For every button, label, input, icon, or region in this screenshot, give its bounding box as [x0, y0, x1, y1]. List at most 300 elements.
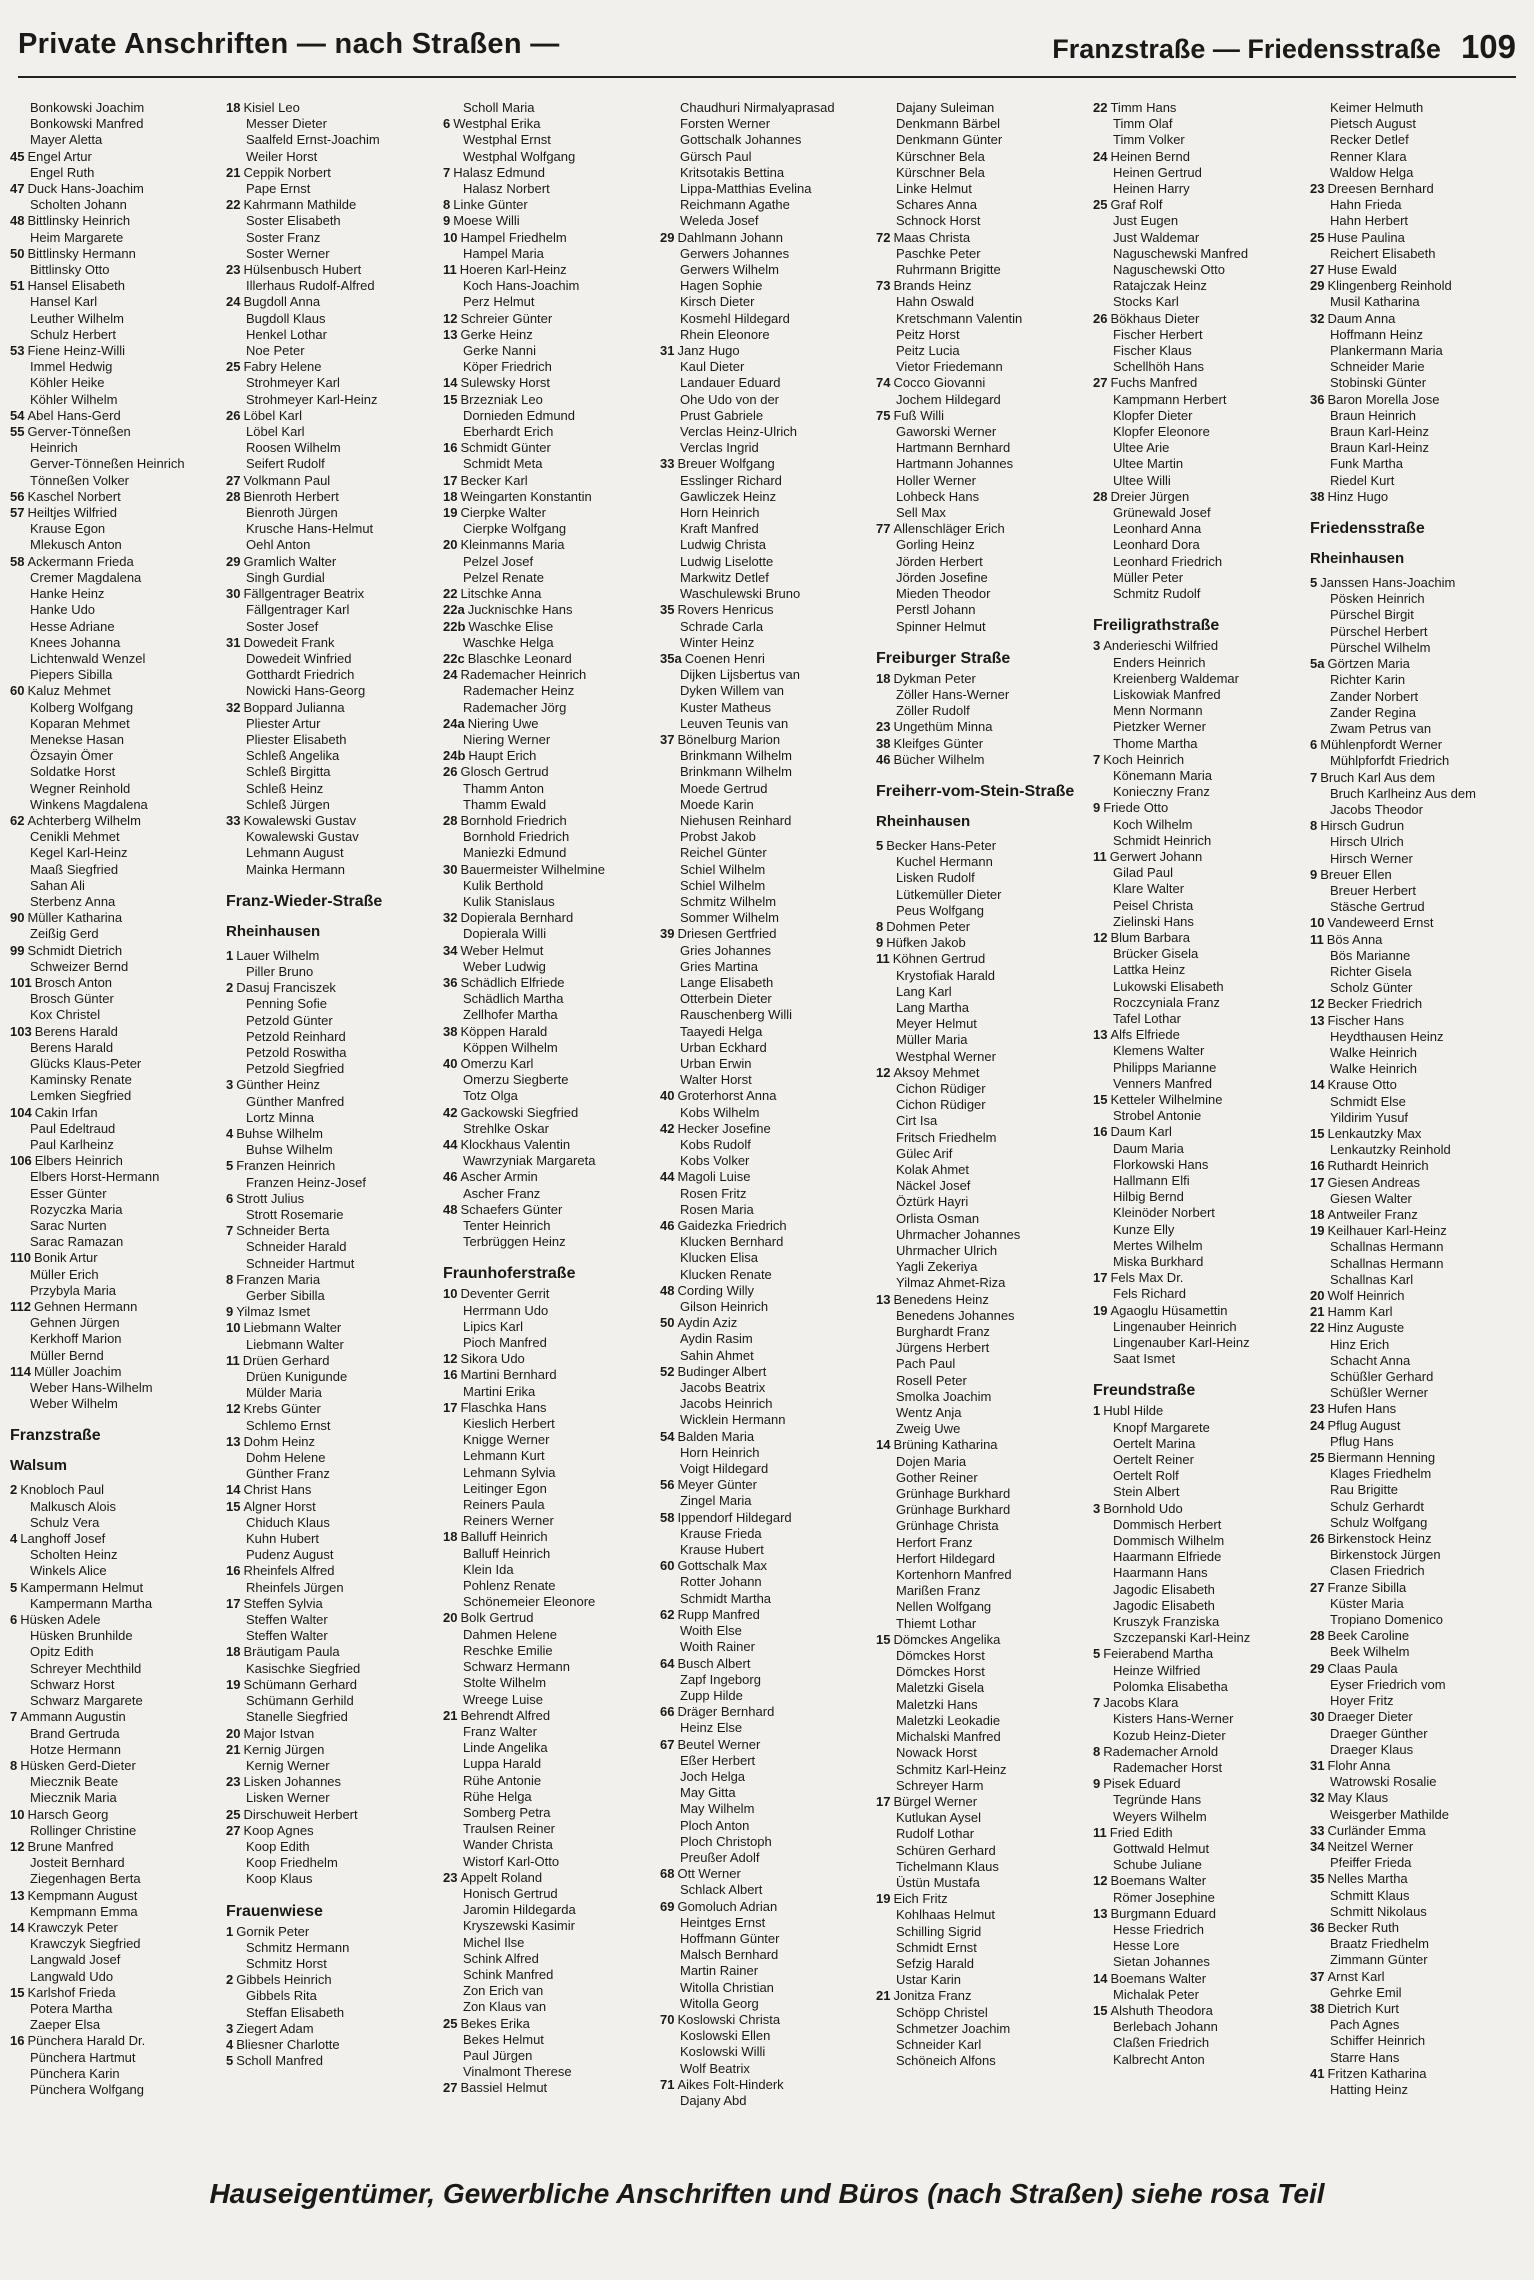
resident-name: Dahlmann Johann: [677, 229, 783, 245]
resident-name: Schmitz Horst: [246, 1955, 327, 1971]
house-number: 6: [10, 1612, 18, 1628]
resident-name: Meyer Helmut: [896, 1016, 977, 1032]
resident-entry: [876, 1356, 1088, 1372]
house-number: 16: [1093, 1124, 1108, 1140]
resident-name: Grünewald Josef: [1113, 505, 1211, 521]
resident-name: Polomka Elisabetha: [1113, 1678, 1228, 1694]
house-number: 12: [443, 1351, 458, 1367]
house-number: 3: [226, 1077, 234, 1093]
resident-entry: [1310, 246, 1522, 262]
resident-name: Braun Karl-Heinz: [1330, 424, 1429, 440]
resident-name: Dornieden Edmund: [463, 407, 576, 423]
resident-entry: [10, 230, 222, 246]
resident-name: Richter Karin: [1330, 672, 1406, 688]
resident-name: Steffen Walter: [246, 1628, 328, 1644]
house-number: 56: [10, 488, 25, 504]
resident-name: Schwarz Hermann: [463, 1659, 570, 1675]
resident-entry: [226, 262, 438, 278]
resident-name: Bökhaus Dieter: [1110, 310, 1200, 326]
resident-name: Landauer Eduard: [680, 375, 781, 391]
resident-name: Bliesner Charlotte: [236, 2036, 340, 2052]
resident-name: Hagen Sophie: [680, 278, 763, 294]
resident-name: Schneider Karl: [896, 2036, 982, 2052]
resident-name: Strobel Antonie: [1113, 1108, 1202, 1124]
resident-name: Uhrmacher Ulrich: [896, 1243, 998, 1258]
resident-entry: [443, 862, 655, 878]
resident-name: Reiners Werner: [463, 1513, 554, 1529]
resident-entry: [1093, 638, 1305, 654]
resident-entry: [660, 1963, 872, 1979]
resident-name: Özsayin Ömer: [30, 748, 114, 764]
resident-entry: [876, 1178, 1088, 1194]
resident-name: Kryszewski Kasimir: [463, 1918, 575, 1934]
resident-entry: [1310, 1936, 1522, 1952]
resident-name: Janz Hugo: [677, 343, 740, 359]
resident-name: Miecznik Beate: [30, 1774, 119, 1790]
resident-entry: [10, 683, 222, 699]
resident-entry: [226, 716, 438, 732]
resident-entry: [1310, 1013, 1522, 1029]
resident-entry: [1093, 359, 1305, 375]
resident-entry: [660, 1477, 872, 1493]
house-number: 99: [10, 942, 25, 958]
resident-entry: [876, 951, 1088, 967]
resident-name: Schüßler Gerhard: [1330, 1369, 1434, 1385]
resident-name: Draeger Klaus: [1330, 1741, 1414, 1757]
resident-name: Bolk Gertrud: [460, 1610, 534, 1626]
resident-name: Bittlinsky Hermann: [27, 245, 136, 261]
resident-name: Gries Johannes: [680, 942, 772, 958]
resident-name: Liskowiak Manfred: [1113, 686, 1221, 702]
resident-entry: [443, 537, 655, 553]
resident-entry: [660, 943, 872, 959]
resident-entry: [1310, 456, 1522, 472]
resident-entry: [443, 1643, 655, 1659]
resident-name: Schlack Albert: [680, 1882, 763, 1898]
house-number: 30: [1310, 1709, 1325, 1725]
resident-entry: [10, 537, 222, 553]
house-number: 90: [10, 910, 25, 926]
resident-entry: [226, 635, 438, 651]
resident-name: Zöller Rudolf: [896, 703, 970, 719]
resident-entry: [1310, 1450, 1522, 1466]
resident-entry: [443, 781, 655, 797]
resident-name: Franzen Maria: [236, 1271, 321, 1287]
resident-name: Brinkmann Wilhelm: [680, 764, 792, 780]
resident-name: Rudolf Lothar: [896, 1826, 975, 1842]
resident-entry: [10, 375, 222, 391]
resident-entry: [1093, 1614, 1305, 1630]
house-number: 13: [876, 1291, 891, 1307]
resident-entry: [226, 100, 438, 116]
resident-name: Achterberg Wilhelm: [27, 812, 141, 828]
resident-name: Pürschel Herbert: [1330, 623, 1428, 639]
resident-entry: [660, 1493, 872, 1509]
resident-name: Fischer Klaus: [1113, 343, 1192, 359]
footer-note: Hauseigentümer, Gewerbliche Anschriften und Büros (nach Straßen) siehe rosa Teil: [209, 2178, 1325, 2209]
resident-name: Hotze Hermann: [30, 1741, 122, 1757]
resident-entry: [1310, 1969, 1522, 1985]
resident-entry: [660, 991, 872, 1007]
resident-name: Oertelt Marina: [1113, 1435, 1196, 1451]
resident-name: Timm Volker: [1113, 132, 1185, 148]
resident-name: Bekes Erika: [460, 2015, 530, 2031]
resident-entry: [876, 1373, 1088, 1389]
resident-entry: [1093, 1238, 1305, 1254]
resident-name: Blum Barbara: [1110, 929, 1190, 945]
resident-name: Brüning Katharina: [893, 1437, 998, 1453]
resident-entry: [443, 554, 655, 570]
resident-entry: [443, 375, 655, 391]
resident-name: Gornik Peter: [236, 1923, 310, 1939]
resident-entry: [1093, 1108, 1305, 1124]
house-number: 70: [660, 2011, 675, 2027]
resident-entry: [1093, 979, 1305, 995]
house-number: 18: [226, 100, 241, 115]
resident-name: Lenkautzky Max: [1327, 1125, 1422, 1141]
resident-entry: [1093, 1092, 1305, 1108]
house-number: 25: [226, 1806, 241, 1822]
street-heading: Fraunhoferstraße: [443, 1265, 576, 1283]
resident-entry: [1310, 1239, 1522, 1255]
resident-name: Gilad Paul: [1113, 865, 1173, 881]
resident-name: Aksoy Mehmet: [893, 1064, 980, 1080]
house-number: 53: [10, 343, 25, 359]
resident-entry: [10, 149, 222, 165]
resident-entry: [10, 991, 222, 1007]
resident-name: Klucken Renate: [680, 1266, 772, 1282]
resident-entry: [876, 1567, 1088, 1583]
resident-entry: [10, 813, 222, 829]
resident-entry: [876, 424, 1088, 440]
resident-name: Gotthardt Friedrich: [246, 667, 355, 683]
resident-name: Weber Ludwig: [463, 958, 546, 974]
resident-name: Öztürk Hayri: [896, 1194, 969, 1210]
resident-name: Schmidt Meta: [463, 456, 543, 472]
resident-entry: [10, 1547, 222, 1563]
resident-name: Kosmehl Hildegard: [680, 310, 790, 326]
house-number: 23: [876, 719, 891, 735]
resident-entry: [660, 1169, 872, 1185]
resident-name: Dykman Peter: [893, 670, 976, 686]
resident-name: Wentz Anja: [896, 1405, 962, 1421]
resident-name: Reichmann Agathe: [680, 197, 790, 213]
resident-entry: [876, 1762, 1088, 1778]
resident-name: Noe Peter: [246, 343, 305, 359]
resident-name: Hansel Karl: [30, 294, 98, 310]
resident-entry: [443, 440, 655, 456]
resident-name: Buhse Wilhelm: [236, 1125, 323, 1141]
resident-entry: [876, 1162, 1088, 1178]
resident-entry: [1310, 1612, 1522, 1628]
resident-name: Driesen Gertfried: [677, 926, 777, 942]
resident-entry: [660, 732, 872, 748]
resident-name: Krause Otto: [1327, 1077, 1397, 1093]
resident-name: Daum Karl: [1110, 1124, 1172, 1140]
resident-name: Hirsch Ulrich: [1330, 834, 1404, 850]
resident-entry: [226, 1855, 438, 1871]
resident-entry: [226, 619, 438, 635]
resident-entry: [10, 1137, 222, 1153]
resident-name: Zeißig Gerd: [30, 926, 99, 942]
resident-entry: [226, 1223, 438, 1239]
resident-name: Schwarz Margarete: [30, 1693, 143, 1709]
resident-entry: [226, 327, 438, 343]
resident-entry: [876, 1535, 1088, 1551]
house-number: 72: [876, 229, 891, 245]
header-title: Private Anschriften — nach Straßen —: [18, 28, 560, 60]
resident-entry: [1310, 656, 1522, 672]
resident-entry: [443, 165, 655, 181]
resident-entry: [876, 1421, 1088, 1437]
resident-entry: [660, 1656, 872, 1672]
resident-entry: [660, 246, 872, 262]
house-number: 20: [226, 1725, 241, 1741]
resident-entry: [1310, 116, 1522, 132]
house-number: 11: [226, 1352, 240, 1368]
resident-name: Budinger Albert: [677, 1363, 767, 1379]
resident-name: Wistorf Karl-Otto: [463, 1853, 560, 1869]
resident-name: Omerzu Siegberte: [463, 1072, 569, 1088]
resident-entry: [1093, 784, 1305, 800]
resident-entry: [1093, 1420, 1305, 1436]
resident-name: Dommisch Herbert: [1113, 1516, 1222, 1532]
resident-entry: [10, 1364, 222, 1380]
resident-name: Ratajczak Heinz: [1113, 278, 1207, 294]
resident-entry: [1310, 1742, 1522, 1758]
resident-entry: [1310, 851, 1522, 867]
resident-name: Braun Karl-Heinz: [1330, 440, 1429, 456]
column-1: [10, 100, 222, 2170]
resident-entry: [10, 1904, 222, 1920]
resident-name: Enders Heinrich: [1113, 654, 1206, 670]
resident-entry: [1310, 1207, 1522, 1223]
street-heading: Freundstraße: [1093, 1382, 1196, 1400]
resident-entry: [226, 1434, 438, 1450]
resident-entry: [226, 1320, 438, 1336]
resident-entry: [1310, 1499, 1522, 1515]
resident-entry: [1310, 1693, 1522, 1709]
resident-entry: [1093, 1124, 1305, 1140]
house-number: 9: [1093, 1776, 1101, 1792]
resident-name: Giesen Andreas: [1327, 1174, 1420, 1190]
resident-entry: [660, 424, 872, 440]
resident-entry: [10, 651, 222, 667]
resident-name: Dreier Jürgen: [1110, 488, 1190, 504]
resident-name: Koop Edith: [246, 1838, 310, 1854]
resident-entry: [226, 1972, 438, 1988]
resident-entry: [660, 910, 872, 926]
resident-entry: [1093, 343, 1305, 359]
resident-entry: [660, 1202, 872, 1218]
resident-entry: [660, 473, 872, 489]
house-number: 10: [443, 1286, 458, 1302]
resident-name: Walter Horst: [680, 1072, 752, 1088]
resident-entry: [876, 1697, 1088, 1713]
resident-entry: [876, 149, 1088, 165]
resident-entry: [443, 1951, 655, 1967]
resident-name: Oertelt Reiner: [1113, 1452, 1194, 1468]
resident-name: Hoffmann Heinz: [1330, 326, 1423, 342]
resident-name: Woith Rainer: [680, 1639, 755, 1655]
house-number: 4: [226, 2036, 234, 2052]
house-number: 15: [1310, 1125, 1325, 1141]
resident-name: Bugdoll Anna: [243, 294, 321, 310]
resident-name: Sikora Udo: [460, 1351, 525, 1367]
house-number: 20: [443, 537, 458, 553]
resident-entry: [876, 870, 1088, 886]
resident-name: Musil Katharina: [1330, 294, 1420, 310]
resident-entry: [1310, 1126, 1522, 1142]
resident-entry: [226, 862, 438, 878]
resident-name: Draeger Dieter: [1327, 1709, 1413, 1725]
resident-name: Fritsch Friedhelm: [896, 1129, 997, 1145]
resident-entry: [876, 1243, 1088, 1259]
resident-name: Vandeweerd Ernst: [1327, 915, 1434, 931]
resident-entry: [226, 1077, 438, 1093]
resident-entry: [876, 1081, 1088, 1097]
resident-name: Halasz Norbert: [463, 181, 550, 197]
resident-entry: [226, 230, 438, 246]
resident-name: Aydin Aziz: [677, 1315, 738, 1331]
resident-name: Flaschka Hans: [460, 1399, 547, 1415]
resident-entry: [10, 635, 222, 651]
resident-name: Steffen Walter: [246, 1612, 328, 1628]
resident-entry: [226, 1644, 438, 1660]
resident-name: Peitz Horst: [896, 326, 960, 342]
resident-entry: [876, 278, 1088, 294]
resident-name: Giesen Walter: [1330, 1190, 1412, 1206]
resident-entry: [660, 1672, 872, 1688]
resident-name: Jacobs Klara: [1103, 1695, 1179, 1711]
resident-name: Thamm Ewald: [463, 796, 547, 812]
resident-entry: [1310, 1029, 1522, 1045]
resident-name: Kreienberg Waldemar: [1113, 670, 1239, 686]
house-number: 12: [1093, 1873, 1108, 1889]
resident-entry: [1310, 1175, 1522, 1191]
resident-name: Thamm Anton: [463, 780, 544, 796]
resident-entry: [443, 1837, 655, 1853]
resident-entry: [1310, 1580, 1522, 1596]
resident-name: Singh Gurdial: [246, 569, 325, 585]
resident-entry: [876, 521, 1088, 537]
resident-name: Lattka Heinz: [1113, 962, 1186, 978]
resident-entry: [443, 1870, 655, 1886]
resident-entry: [1093, 1205, 1305, 1221]
house-number: 23: [226, 262, 241, 278]
resident-name: Schmidt Heinrich: [1113, 832, 1212, 848]
resident-entry: [876, 1518, 1088, 1534]
resident-name: Lehmann Kurt: [463, 1448, 545, 1464]
resident-entry: [10, 2066, 222, 2082]
resident-entry: [226, 375, 438, 391]
resident-entry: [226, 2021, 438, 2037]
resident-name: Peus Wolfgang: [896, 902, 984, 918]
resident-entry: [226, 456, 438, 472]
resident-entry: [1310, 1304, 1522, 1320]
resident-entry: [443, 1007, 655, 1023]
resident-entry: [1093, 1335, 1305, 1351]
resident-name: Fuchs Manfred: [1110, 375, 1198, 391]
resident-name: Lingenauber Karl-Heinz: [1113, 1335, 1250, 1351]
resident-name: Engel Artur: [27, 148, 92, 164]
resident-name: Stein Albert: [1113, 1484, 1180, 1500]
resident-name: Pünchera Harald Dr.: [27, 2033, 146, 2049]
house-number: 28: [1310, 1628, 1325, 1644]
resident-name: Josteit Bernhard: [30, 1855, 125, 1871]
resident-name: Honisch Gertrud: [463, 1885, 558, 1901]
resident-entry: [443, 1088, 655, 1104]
resident-name: Paul Edeltraud: [30, 1120, 116, 1136]
resident-entry: [10, 602, 222, 618]
resident-entry: [876, 586, 1088, 602]
resident-name: Friede Otto: [1103, 800, 1169, 816]
page-number: 109: [1460, 28, 1516, 65]
resident-entry: [1093, 1760, 1305, 1776]
resident-name: Becker Karl: [460, 472, 528, 488]
house-number: 15: [226, 1498, 241, 1514]
resident-name: Schulz Gerhardt: [1330, 1498, 1424, 1514]
resident-name: Klockhaus Valentin: [460, 1137, 571, 1152]
resident-name: Dopierala Bernhard: [460, 910, 574, 926]
house-number: 23: [443, 1869, 458, 1885]
resident-entry: [660, 1785, 872, 1801]
resident-name: Berens Harald: [34, 1023, 118, 1039]
resident-name: Rosell Peter: [896, 1372, 967, 1388]
resident-name: Oehl Anton: [246, 537, 311, 553]
house-number: 13: [1093, 1905, 1108, 1921]
resident-entry: [1093, 898, 1305, 914]
resident-entry: [1093, 278, 1305, 294]
resident-name: Just Waldemar: [1113, 229, 1200, 245]
resident-entry: [10, 311, 222, 327]
resident-entry: [226, 149, 438, 165]
resident-name: Winter Heinz: [680, 634, 755, 650]
resident-name: Daum Maria: [1113, 1140, 1184, 1156]
resident-name: Elbers Heinrich: [34, 1153, 123, 1169]
resident-name: Rademacher Heinrich: [460, 667, 587, 683]
resident-entry: [226, 165, 438, 181]
resident-name: Heinen Bernd: [1110, 148, 1190, 164]
resident-entry: [226, 473, 438, 489]
resident-entry: [443, 1416, 655, 1432]
resident-name: Ultee Martin: [1113, 456, 1184, 472]
house-number: 37: [660, 731, 675, 747]
house-number: 14: [226, 1482, 241, 1498]
resident-entry: [226, 829, 438, 845]
resident-entry: [10, 667, 222, 683]
resident-name: Vinalmont Therese: [463, 2064, 572, 2080]
resident-entry: [226, 1337, 438, 1353]
resident-entry: [226, 2053, 438, 2069]
resident-name: Nowicki Hans-Georg: [246, 683, 366, 699]
resident-name: Kempmann August: [27, 1887, 138, 1903]
resident-name: Mieden Theodor: [896, 586, 991, 602]
resident-name: Zellhofer Martha: [463, 1007, 558, 1023]
house-number: 38: [443, 1023, 458, 1039]
resident-entry: [443, 813, 655, 829]
house-number: 13: [443, 326, 458, 342]
resident-entry: [1310, 294, 1522, 310]
resident-entry: [443, 1627, 655, 1643]
resident-name: Strohmeyer Karl-Heinz: [246, 391, 378, 407]
resident-entry: [1310, 770, 1522, 786]
resident-entry: [1310, 883, 1522, 899]
resident-name: Michel Ilse: [463, 1934, 525, 1950]
house-number: 13: [226, 1433, 241, 1449]
resident-name: Scholz Günter: [1330, 980, 1413, 996]
resident-name: Hanke Heinz: [30, 586, 105, 602]
